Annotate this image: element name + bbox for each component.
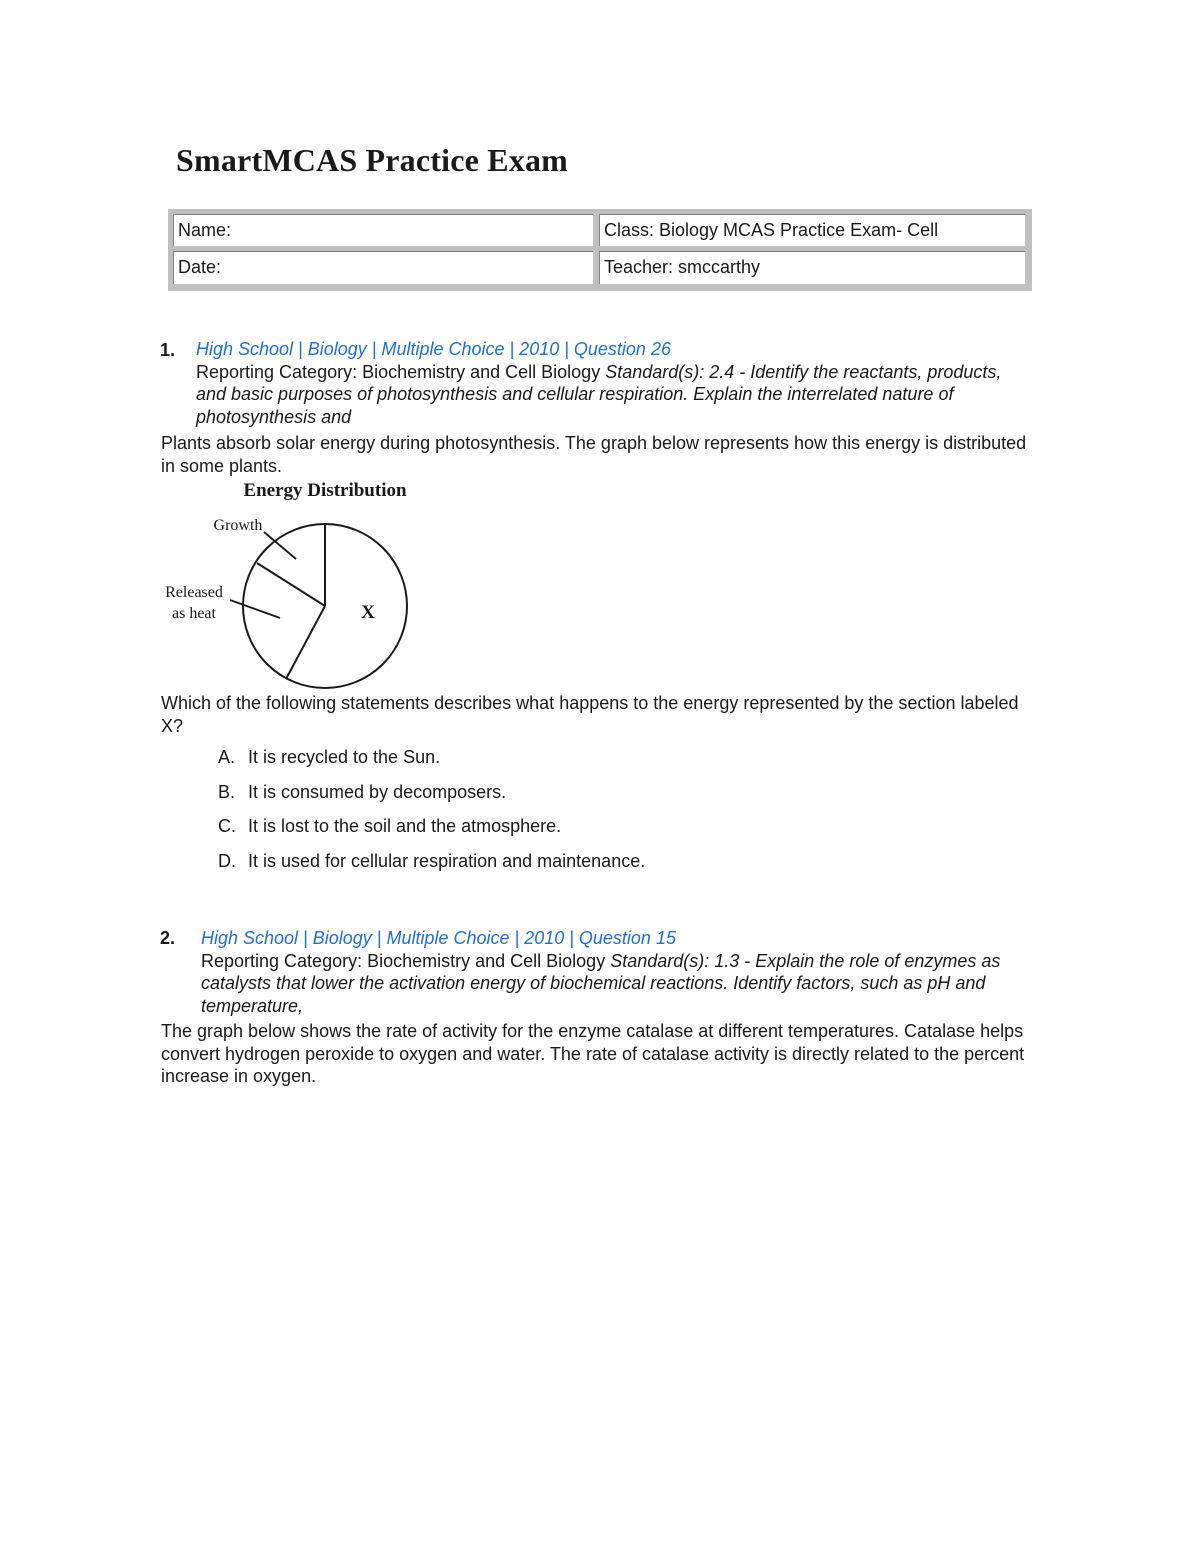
choice-text: It is used for cellular respiration and maintenance.	[248, 850, 646, 871]
date-field[interactable]: Date:	[173, 251, 593, 284]
question-standard	[196, 361, 1026, 429]
question-prompt: Plants absorb solar energy during photosynthesis. The graph below represents how this energy is distributed in some plants.	[161, 433, 1027, 476]
pie-divider	[286, 606, 325, 679]
question-number: 1.	[160, 340, 176, 360]
name-field[interactable]: Name:	[173, 214, 593, 246]
choice-c[interactable]	[218, 815, 645, 850]
heat-leader-line	[230, 600, 280, 618]
pie-divider	[257, 563, 325, 606]
question-number: 2.	[160, 928, 176, 948]
choice-text: It is consumed by decomposers.	[248, 781, 507, 802]
teacher-field: Teacher: smccarthy	[599, 251, 1025, 284]
label-x: X	[361, 602, 375, 623]
choice-a[interactable]	[218, 746, 645, 781]
answer-choices	[218, 746, 645, 884]
choice-letter: A.	[218, 747, 236, 767]
question-text: Which of the following statements describes what happens to the energy represented by the section labeled X?	[161, 693, 1019, 736]
info-table	[168, 209, 1032, 291]
choice-b[interactable]	[218, 781, 645, 816]
choice-text: It is recycled to the Sun.	[248, 747, 441, 767]
reporting-category: Reporting Category: Biochemistry and Cell Biology	[196, 361, 606, 382]
choice-letter: C.	[218, 816, 236, 836]
standard-text: Standard(s): 1.3 - Explain the role of enzymes as catalysts that lower the activation energy of biochemical reactions. Identify factors, such as pH and temperature,	[201, 950, 1001, 1016]
label-as-heat: as heat	[172, 605, 216, 622]
choice-letter: B.	[218, 781, 236, 802]
question-source-link[interactable]: High School | Biology | Multiple Choice | 2010 | Question 15	[201, 928, 676, 948]
choice-text: It is lost to the soil and the atmosphere.	[248, 816, 562, 836]
figure-title: Energy Distribution	[243, 480, 407, 501]
question-prompt: The graph below shows the rate of activity for the enzyme catalase at different temperatures. Catalase helps convert hydrogen peroxide to oxygen and water. The rate of catalase activity is directly related to the percent increase in oxygen.	[161, 1021, 1025, 1086]
energy-distribution-pie-chart	[158, 478, 418, 693]
reporting-category: Reporting Category: Biochemistry and Cell Biology	[201, 950, 611, 971]
question-standard	[201, 950, 1031, 1018]
standard-text: Standard(s): 2.4 - Identify the reactants, products, and basic purposes of photosynthesis and cellular respiration. Explain the interrelated nature of photosynthesis and	[196, 361, 1002, 427]
question-meta	[201, 927, 1031, 1017]
class-field: Class: Biology MCAS Practice Exam- Cell	[599, 214, 1025, 246]
label-released: Released	[165, 584, 223, 601]
label-growth: Growth	[213, 517, 263, 534]
question-source-link[interactable]: High School | Biology | Multiple Choice | 2010 | Question 26	[196, 339, 671, 359]
page-title: SmartMCAS Practice Exam	[176, 142, 569, 178]
choice-d[interactable]	[218, 850, 645, 885]
choice-letter: D.	[218, 850, 236, 871]
question-meta	[196, 338, 1026, 428]
